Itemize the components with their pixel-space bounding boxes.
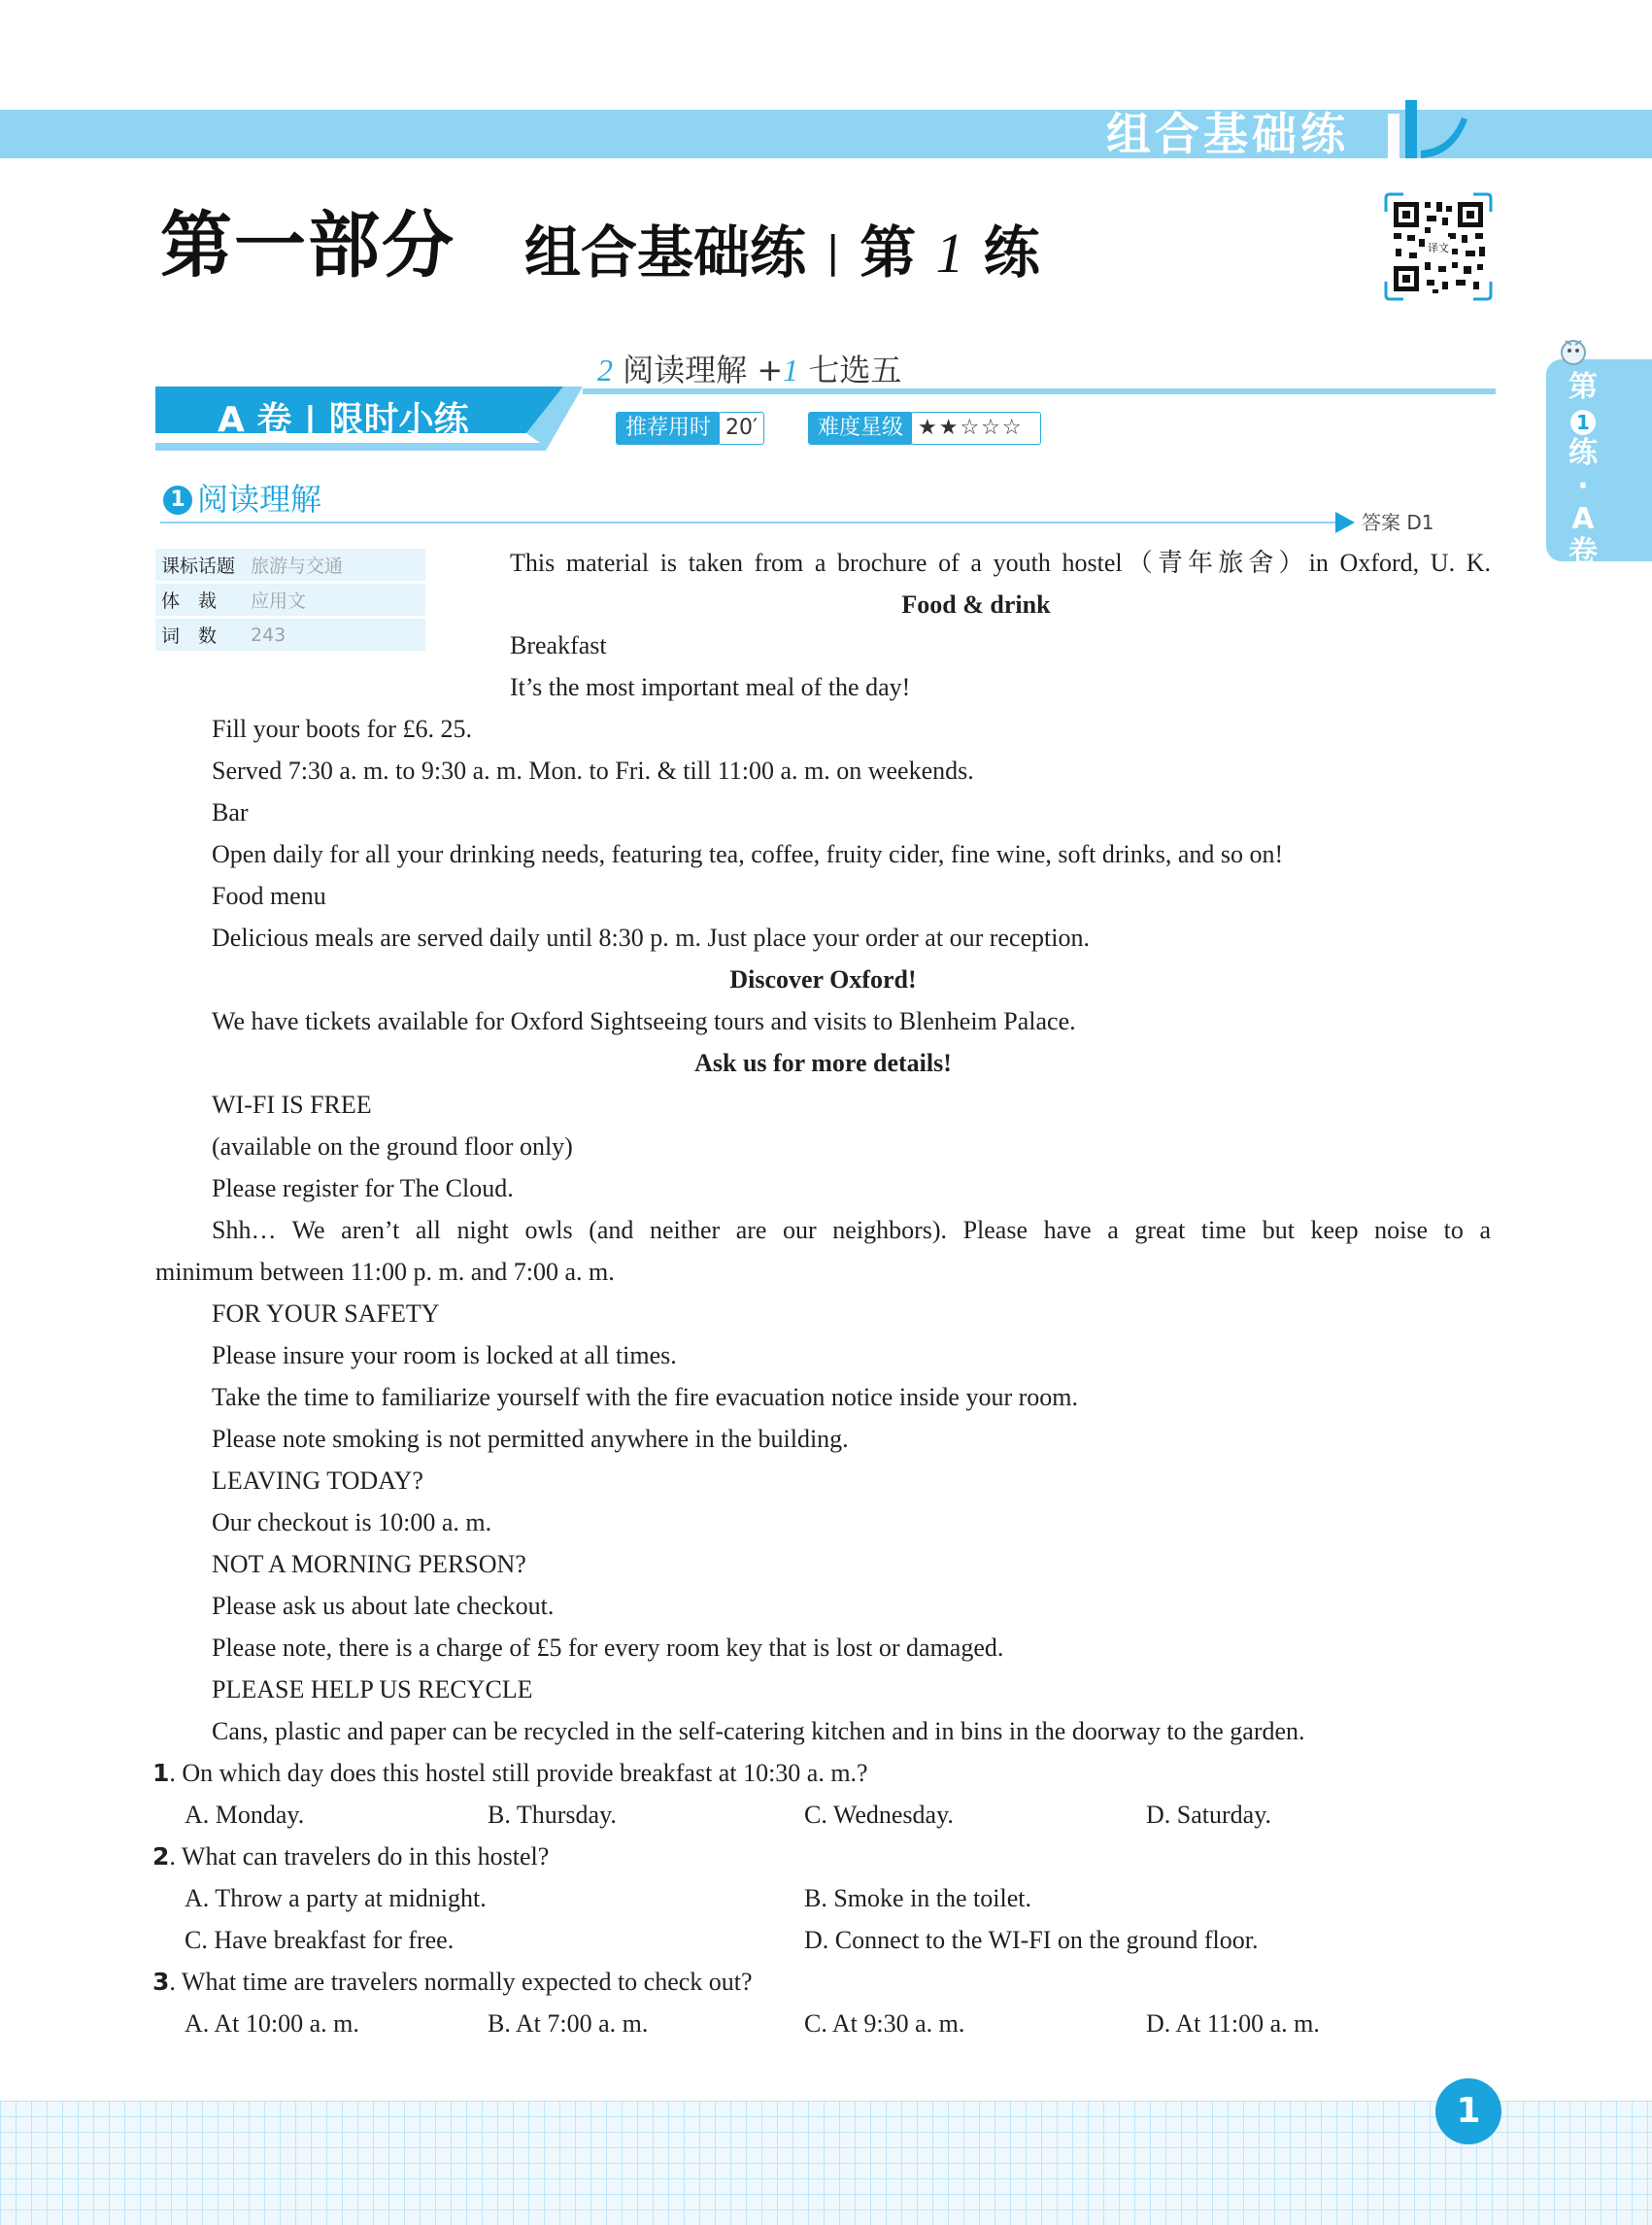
passage-intro: This material is taken from a brochure of a youth hostel（青年旅舍）in Oxford, U. K.	[510, 549, 1491, 577]
option-3c[interactable]: C. At 9:30 a. m.	[804, 2009, 965, 2038]
page-subtitle	[524, 216, 1040, 290]
option-2c[interactable]: C. Have breakfast for free.	[185, 1926, 455, 1954]
option-2d[interactable]: D. Connect to the WI-FI on the ground floor.	[804, 1926, 1259, 1954]
passage-line: We have tickets available for Oxford Sightseeing tours and visits to Blenheim Palace.	[212, 1007, 1076, 1035]
difficulty-stars: ★★☆☆☆	[911, 412, 1041, 445]
side-tab-dot: ·	[1577, 469, 1589, 503]
option-3a[interactable]: A. At 10:00 a. m.	[185, 2009, 359, 2038]
section-divider	[160, 522, 1337, 523]
juan-label: A 卷 | 限时小练	[218, 400, 469, 440]
option-2a[interactable]: A. Throw a party at midnight.	[185, 1884, 487, 1912]
page-number: 1	[1435, 2078, 1501, 2144]
passage-line: Our checkout is 10:00 a. m.	[212, 1508, 492, 1536]
type-cloze: 七选五	[808, 352, 902, 388]
qr-label: 译文	[1428, 242, 1449, 254]
passage-line: Open daily for all your drinking needs, featuring tea, coffee, fruity cider, fine wine, soft drinks, and so on!	[212, 840, 1284, 868]
option-1d[interactable]: D. Saturday.	[1146, 1801, 1272, 1829]
side-tab-line1: 第	[1568, 370, 1598, 404]
passage-line: (available on the ground floor only)	[212, 1132, 573, 1161]
passage-line: Please insure your room is locked at all times.	[212, 1341, 677, 1369]
section-title: 阅读理解	[197, 481, 322, 518]
footer-grid	[0, 2101, 1652, 2225]
passage-line: Please note, there is a charge of £5 for every room key that is lost or damaged.	[212, 1634, 1004, 1662]
info-key: 词 数	[155, 619, 245, 651]
info-value: 旅游与交通	[245, 549, 425, 581]
passage-line: FOR YOUR SAFETY	[212, 1299, 440, 1328]
heading-ask-details: Ask us for more details!	[694, 1049, 952, 1077]
passage-line: Shh… We aren’t all night owls (and neither are our neighbors). Please have a great time but keep noise to a	[212, 1216, 1491, 1244]
passage-line: Fill your boots for £6. 25.	[212, 715, 472, 743]
heading-food-drink: Food & drink	[901, 590, 1051, 619]
subtitle-part-c: 练	[983, 219, 1040, 286]
count-reading: 2	[597, 353, 613, 388]
passage-line: Please note smoking is not permitted anywhere in the building.	[212, 1425, 849, 1453]
passage-line: LEAVING TODAY?	[212, 1466, 423, 1495]
table-row	[155, 584, 425, 616]
side-tab-line4: 卷	[1568, 535, 1598, 569]
option-2b[interactable]: B. Smoke in the toilet.	[804, 1884, 1031, 1912]
passage-line: minimum between 11:00 p. m. and 7:00 a. m.	[155, 1258, 615, 1286]
side-tab-line3: A	[1571, 502, 1595, 536]
side-tab-line2: 练	[1568, 436, 1598, 470]
question-1	[152, 1754, 868, 1793]
passage-line: WI-FI IS FREE	[212, 1091, 372, 1119]
banner-title: 组合基础练	[1106, 108, 1349, 160]
info-key: 体 裁	[155, 584, 245, 616]
arrow-right-icon	[1335, 512, 1355, 533]
strip-line	[583, 388, 1496, 394]
passage-line: Delicious meals are served daily until 8:30 p. m. Just place your order at our reception.	[212, 924, 1090, 952]
passage-line: Food menu	[212, 882, 326, 910]
info-value: 243	[245, 619, 425, 651]
passage-line: Please ask us about late checkout.	[212, 1592, 555, 1620]
passage-line: NOT A MORNING PERSON?	[212, 1550, 526, 1578]
passage-line: Served 7:30 a. m. to 9:30 a. m. Mon. to Fri. & till 11:00 a. m. on weekends.	[212, 757, 974, 785]
question-text: . On which day does this hostel still provide breakfast at 10:30 a. m.?	[169, 1759, 868, 1787]
banner-swoosh-icon	[1384, 92, 1471, 170]
table-row	[155, 619, 425, 651]
question-text: . What time are travelers normally expected to check out?	[169, 1968, 753, 1996]
subtitle-part-b: 第	[860, 219, 917, 286]
table-row	[155, 549, 425, 581]
passage-line: PLEASE HELP US RECYCLE	[212, 1675, 533, 1703]
side-tab-number: 1	[1570, 410, 1596, 435]
question-number: 2	[152, 1842, 170, 1871]
subtitle-number: 1	[935, 221, 964, 285]
question-text: . What can travelers do in this hostel?	[169, 1842, 550, 1871]
passage-line: Please register for The Cloud.	[212, 1174, 514, 1202]
question-number: 3	[152, 1968, 170, 1996]
question-2	[152, 1837, 549, 1876]
difficulty-label: 难度星级	[808, 412, 913, 445]
passage-line: Breakfast	[510, 631, 607, 659]
subtitle-part-a: 组合基础练	[524, 219, 807, 286]
passage-line: It’s the most important meal of the day!	[510, 673, 911, 701]
heading-discover-oxford: Discover Oxford!	[729, 965, 917, 994]
cartoon-mascot-icon	[1556, 335, 1591, 368]
option-3b[interactable]: B. At 7:00 a. m.	[488, 2009, 649, 2038]
count-cloze: 1	[783, 353, 799, 388]
info-value: 应用文	[245, 584, 425, 616]
passage-line: Bar	[212, 798, 249, 826]
time-label: 推荐用时	[616, 412, 721, 445]
option-1c[interactable]: C. Wednesday.	[804, 1801, 954, 1829]
page-title: 第一部分	[160, 204, 455, 287]
time-value: 20′	[719, 412, 764, 445]
option-1a[interactable]: A. Monday.	[185, 1801, 305, 1829]
info-key: 课标话题	[155, 549, 245, 581]
qr-code-icon[interactable]	[1384, 192, 1493, 301]
passage-line: Take the time to familiarize yourself with the fire evacuation notice inside your room.	[212, 1383, 1078, 1411]
option-1b[interactable]: B. Thursday.	[488, 1801, 617, 1829]
passage-line: Cans, plastic and paper can be recycled in the self-catering kitchen and in bins in the doorway to the garden.	[212, 1717, 1305, 1745]
info-table	[155, 546, 425, 654]
question-3	[152, 1963, 753, 2002]
exercise-type-label	[597, 346, 901, 390]
answer-reference[interactable]: 答案 D1	[1362, 511, 1434, 534]
section-number-badge: 1	[163, 486, 192, 515]
subtitle-separator: |	[826, 227, 841, 277]
option-3d[interactable]: D. At 11:00 a. m.	[1146, 2009, 1320, 2038]
question-number: 1	[152, 1759, 170, 1787]
side-tab-label	[1546, 371, 1620, 569]
type-reading: 阅读理解 +	[623, 352, 784, 388]
